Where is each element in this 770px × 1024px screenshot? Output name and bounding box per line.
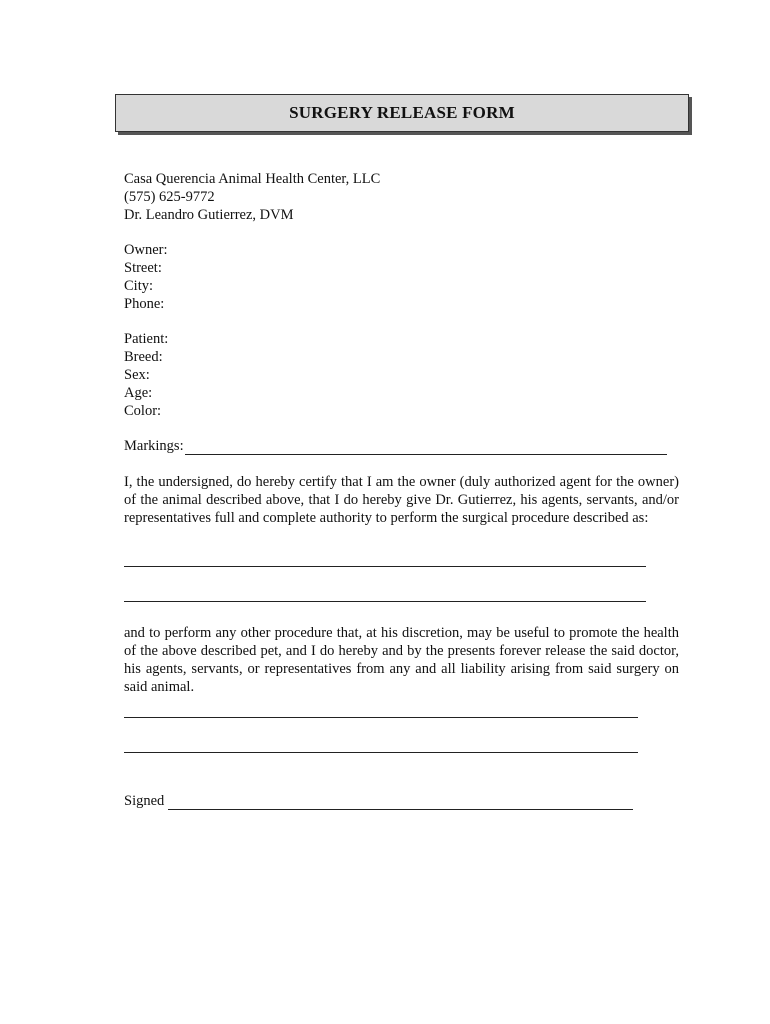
markings-blank-line[interactable] <box>185 440 667 455</box>
procedure-blank-line-2[interactable] <box>124 601 646 602</box>
practice-phone: (575) 625-9772 <box>124 189 215 205</box>
breed-label: Breed: <box>124 349 163 365</box>
signature-blank-line[interactable] <box>168 795 633 810</box>
procedure-blank-line-1[interactable] <box>124 566 646 567</box>
color-label: Color: <box>124 403 162 419</box>
markings-row <box>124 437 667 455</box>
owner-section <box>124 241 168 313</box>
signed-label: Signed <box>124 793 165 809</box>
release-paragraph: and to perform any other procedure that, at his discretion, may be useful to promote the health of the above described pet, and I do hereby and by the presents forever release the said doctor, his agents, servants, or representatives from any and all liability arising from said surgery on said animal. <box>124 625 679 695</box>
additional-blank-line-2[interactable] <box>124 752 638 753</box>
practice-doctor: Dr. Leandro Gutierrez, DVM <box>124 207 294 223</box>
title-banner <box>115 94 689 132</box>
sex-label: Sex: <box>124 367 150 383</box>
signature-row <box>124 792 633 810</box>
patient-label: Patient: <box>124 331 169 347</box>
practice-name: Casa Querencia Animal Health Center, LLC <box>124 171 381 187</box>
practice-info <box>124 170 380 224</box>
markings-label: Markings: <box>124 438 184 454</box>
patient-section <box>124 330 168 420</box>
city-label: City: <box>124 278 154 294</box>
certification-paragraph: I, the undersigned, do hereby certify that I am the owner (duly authorized agent for the owner) of the animal described above, that I do hereby give Dr. Gutierrez, his agents, servants, and/or representatives full and complete authority to perform the surgical procedure described as: <box>124 474 679 526</box>
street-label: Street: <box>124 260 162 276</box>
phone-label: Phone: <box>124 296 165 312</box>
additional-blank-line-1[interactable] <box>124 717 638 718</box>
form-title: SURGERY RELEASE FORM <box>289 103 515 122</box>
owner-label: Owner: <box>124 242 168 258</box>
age-label: Age: <box>124 385 153 401</box>
